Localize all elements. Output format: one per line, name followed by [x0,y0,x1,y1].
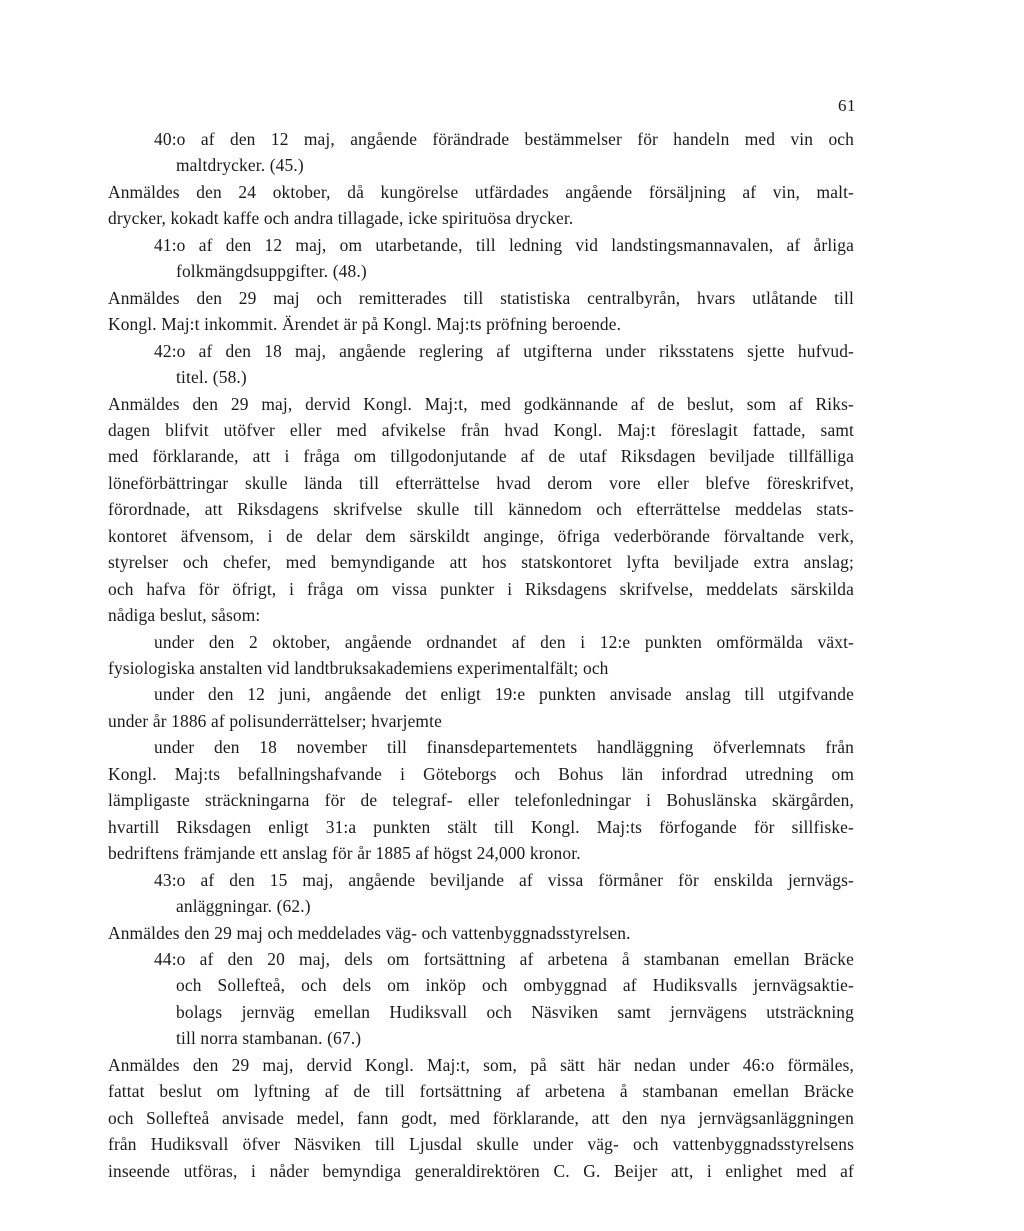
text-line: kontoret äfvensom, i de delar dem särskildt anginge, öfriga vederbörande förvaltande verk, [108,525,854,546]
text-line: styrelser och chefer, med bemyndigande att hos statskontoret lyfta beviljade extra anslag; [108,552,854,573]
text-line: lämpligaste sträckningarna för de telegraf- eller telefonledningar i Bohuslänska skärgården, [108,790,854,811]
text-line: maltdrycker. (45.) [176,155,304,176]
text-line: Anmäldes den 29 maj, dervid Kongl. Maj:t, som, på sätt här nedan under 46:o förmäles, [108,1054,854,1075]
text-line: 43:o af den 15 maj, angående beviljande af vissa förmåner för enskilda jernvägs- [154,869,854,890]
text-line: och hafva för öfrigt, i fråga om vissa punkter i Riksdagens skrifvelse, meddelats särskilda [108,578,854,599]
text-line: med förklarande, att i fråga om tillgodonjutande af de utaf Riksdagen beviljade tillfälliga [108,446,854,467]
text-line: Anmäldes den 29 maj, dervid Kongl. Maj:t, med godkännande af de beslut, som af Riks- [108,393,854,414]
text-line: löneförbättringar skulle lända till efterrättelse hvad derom vore eller blefve föreskrifvet, [108,472,854,493]
text-line: under den 12 juni, angående det enligt 19:e punkten anvisade anslag till utgifvande [154,684,854,705]
text-line: 44:o af den 20 maj, dels om fortsättning af arbetena å stambanan emellan Bräcke [154,948,854,969]
text-line: Anmäldes den 29 maj och meddelades väg- och vattenbyggnadsstyrelsen. [108,922,631,943]
text-line: Kongl. Maj:t inkommit. Ärendet är på Kongl. Maj:ts pröfning beroende. [108,314,622,335]
text-line: 42:o af den 18 maj, angående reglering af utgifterna under riksstatens sjette hufvud- [154,340,854,361]
text-line: Kongl. Maj:ts befallningshafvande i Göteborgs och Bohus län infordrad utredning om [108,763,854,784]
text-line: folkmängdsuppgifter. (48.) [176,261,367,282]
text-line: titel. (58.) [176,367,247,387]
text-line: under den 2 oktober, angående ordnandet af den i 12:e punkten omförmälda växt- [154,631,854,652]
text-line: Anmäldes den 29 maj och remitterades till statistiska centralbyrån, hvars utlåtande till [108,287,854,308]
text-line: drycker, kokadt kaffe och andra tillagade, icke spirituösa drycker. [108,208,574,229]
text-line: bedriftens främjande ett anslag för år 1885 af högst 24,000 kronor. [108,843,581,864]
text-line: hvartill Riksdagen enligt 31:a punkten stält till Kongl. Maj:ts förfogande för sillfiske- [108,816,854,837]
text-line: fysiologiska anstalten vid landtbruksakademiens experimentalfält; och [108,658,609,678]
text-line: 41:o af den 12 maj, om utarbetande, till ledning vid landstingsmannavalen, af årliga [154,234,854,255]
text-line: och Sollefteå, och dels om inköp och ombyggnad af Hudiksvalls jernvägsaktie- [176,975,854,996]
text-line: nådiga beslut, såsom: [108,605,261,626]
text-line: dagen blifvit utöfver eller med afvikelse från hvad Kongl. Maj:t föreslagit fattade, samt [108,419,854,440]
text-line: till norra stambanan. (67.) [176,1028,362,1049]
text-line: inseende utföras, i nåder bemyndiga generaldirektören C. G. Beijer att, i enlighet med af [108,1160,854,1181]
text-line: under den 18 november till finansdepartementets handläggning öfverlemnats från [154,737,854,758]
text-line: förordnade, att Riksdagens skrifvelse skulle till kännedom och efterrättelse meddelas stats- [108,499,854,520]
text-line: fattat beslut om lyftning af de till fortsättning af arbetena å stambanan emellan Bräcke [108,1081,854,1102]
text-line: från Hudiksvall öfver Näsviken till Ljusdal skulle under väg- och vattenbyggnadsstyrelsens [108,1134,854,1155]
text-line: 40:o af den 12 maj, angående förändrade bestämmelser för handeln med vin och [154,129,854,149]
text-line: Anmäldes den 24 oktober, då kungörelse utfärdades angående försäljning af vin, malt- [108,181,854,202]
page-number: 61 [838,96,856,115]
text-line: anläggningar. (62.) [176,896,311,916]
text-line: bolags jernväg emellan Hudiksvall och Näsviken samt jernvägens utsträckning [176,1001,854,1022]
text-line: under år 1886 af polisunderrättelser; hvarjemte [108,710,442,731]
text-line: och Sollefteå anvisade medel, fann godt, med förklarande, att den nya jernvägsanläggningen [108,1107,854,1128]
